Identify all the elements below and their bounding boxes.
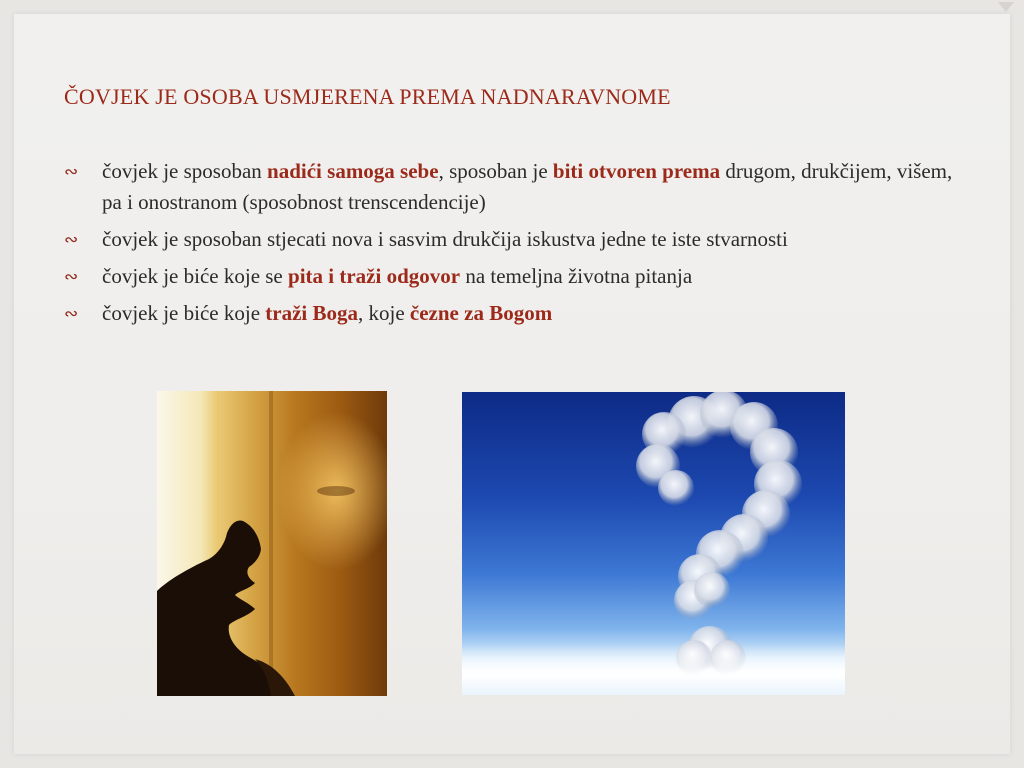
bullet-item xyxy=(64,298,964,329)
profile-silhouette-icon xyxy=(157,391,387,696)
bullet-emphasis: pita i traži odgovor xyxy=(288,264,461,288)
bullet-text-run: na temeljna životna pitanja xyxy=(460,264,693,288)
bullet-text xyxy=(102,261,964,292)
bullet-text xyxy=(102,224,964,255)
question-mark-cloud-icon xyxy=(462,392,845,695)
bullet-text-run: čovjek je sposoban stjecati nova i sasvim drukčija iskustva jedne te iste stvarnosti xyxy=(102,227,788,251)
bullet-emphasis: biti otvoren prema xyxy=(552,159,721,183)
bullet-text-run: , sposoban je xyxy=(438,159,553,183)
bullet-text-run: drugom, drukčijem, višem, pa i onostranom (sposobnost trenscendencije) xyxy=(102,159,953,214)
bullet-glyph-icon: ∾ xyxy=(64,230,79,249)
bullet-item xyxy=(64,261,964,292)
bullet-text-run: čovjek je sposoban xyxy=(102,159,268,183)
bullet-emphasis: nadići samoga sebe xyxy=(267,159,439,183)
slide-title: ČOVJEK JE OSOBA USMJERENA PREMA NADNARAVNOME xyxy=(64,84,671,109)
bullet-item xyxy=(64,224,964,255)
bullet-text-run: čovjek je biće koje xyxy=(102,301,266,325)
bullet-text xyxy=(102,298,964,329)
bullet-glyph-icon: ∾ xyxy=(64,162,79,181)
bullet-emphasis: čezne za Bogom xyxy=(409,301,553,325)
bullet-text-run: , koje xyxy=(358,301,410,325)
bullet-text xyxy=(102,156,964,218)
bullet-text-run: čovjek je biće koje se xyxy=(102,264,289,288)
bullet-item xyxy=(64,156,964,218)
corner-decoration xyxy=(998,2,1014,12)
bullet-glyph-icon: ∾ xyxy=(64,267,79,286)
face-silhouette-image xyxy=(157,391,387,696)
bullet-glyph-icon: ∾ xyxy=(64,304,79,323)
bullet-emphasis: traži Boga xyxy=(265,301,358,325)
cloud-question-mark-image xyxy=(462,392,845,695)
bullet-list xyxy=(64,156,964,335)
